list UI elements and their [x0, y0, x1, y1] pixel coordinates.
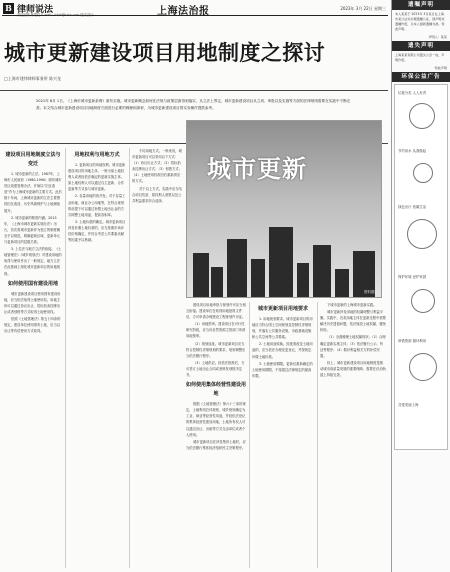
photo-credit: 资料图片 [364, 290, 378, 294]
paragraph: （3）土地供应。经依法批准后，方可签订土地出让合同或者核发划拨决定书。 [186, 360, 245, 378]
paragraph: 依照《土地管理法》第五十四条的规定，建设单位使用国有土地，应当以出让等有偿使用方式取得。 [4, 316, 61, 334]
article-column-5 [252, 302, 314, 568]
article-column-2 [68, 148, 126, 568]
paragraph: 建设项目用地审批与规划许可应当相互衔接。建设单位在取得用地批准文件后，方可申请办理建设工程规划许可证。 [186, 303, 246, 320]
column-rule [317, 302, 318, 568]
ad-slogan: 保护环境 爱护家园 [398, 275, 427, 279]
ad-slogan: 共建美丽上海 [398, 403, 419, 407]
doodle-illustration [411, 289, 435, 313]
notice-signature: 声明人：某某 [428, 35, 447, 39]
paragraph: 2. 存量用地的再开发。对于存量工业用地、商业办公用地等，在符合规划的前提下可以通过补缴土地出让金的方式调整土地用途、提高容积率。 [68, 194, 126, 217]
column-rule [65, 148, 66, 568]
paper-name: 上海法治报 [157, 6, 210, 17]
building-silhouette [269, 227, 293, 297]
paragraph: （2）规划选址。城市更新项目应当符合控制性详细规划的要求，规划调整应当依法履行程序。 [186, 341, 246, 358]
doodle-illustration [413, 163, 433, 183]
section-heading: 如何使用集体经营性建设用地 [186, 382, 246, 398]
doodle-illustration [407, 219, 437, 249]
building-silhouette [211, 267, 223, 297]
paragraph: 1. 更新项目的用地权利。城市更新建设项目的用地主体，一般为原土地权利人或者经依法确定的更新实施主体。原土地权利人可以通过自主更新、合作更新等方式参与城市更新。 [68, 163, 126, 192]
notice-text: 上海某某有限公司遗失公章一枚，声明作废。 [395, 53, 445, 62]
doodle-illustration [409, 103, 435, 129]
column-rule [249, 302, 250, 568]
ad-heading: 环保公益广告 [392, 72, 450, 82]
building-silhouette [297, 263, 309, 297]
ad-slogan: 珍惜资源 循环利用 [398, 339, 427, 343]
building-silhouette [335, 269, 349, 297]
article-column-3 [132, 148, 182, 568]
paragraph: 3. 上位法与地方立法的衔接。《土地管理法》《城乡规划法》对建设用地的取得与使用作出了一般规定，地方立法在此基础上细化城市更新项目的用地规则。 [4, 247, 62, 276]
paragraph: 根据《土地管理法》第六十三条的规定，土地利用总体规划、城乡规划确定为工业、商业等经营性用途，并经依法登记的集体经营性建设用地，土地所有权人可以通过出让、出租等方式交由单位或者个人使用。 [186, 402, 246, 437]
article-column-1 [4, 148, 62, 568]
building-silhouette [251, 259, 265, 297]
byline: □上海市建纬律师事务所 陈兴龙 [4, 76, 62, 81]
date-line: 2023年 3月 22日 星期三 [340, 6, 386, 11]
paragraph: 城市更新涉及用地的权属调整与利益平衡。实践中，各类用地主体在更新过程中需要解决历史遗留问题，依法厘清土地权属，避免纠纷。 [320, 310, 386, 333]
section-heading: 如何使用国有建设用地 [7, 280, 58, 287]
section-heading: 城市更新项目用地要求 [257, 306, 308, 312]
masthead [2, 2, 388, 16]
paragraph: 1. 用地规划要求。城市更新项目的用地应当符合国土空间规划及控制性详细规划，并落实公共服务设施、市政基础设施和公共空间等公共要素。 [252, 317, 313, 340]
public-service-ad [394, 84, 448, 450]
paragraph: 2. 土地用途转换。经批准改变土地用途的，应当依法办理变更登记，并按规定补缴土地价款。 [252, 342, 313, 359]
city-renewal-photo [186, 120, 382, 298]
paragraph: 1. 城市更新的立法。1987年，上海市人民政府（1980-1990）颁布城市旧区改建管理办法，开始以“旧区改造”作为上海城市更新的主要方式。此后数十年间，上海城市更新的立法主要围绕旧区改造、历史风貌保护与土地储备展开。 [4, 172, 62, 213]
paragraph: 3. 土地价款的确定。城市更新项目涉及补缴土地价款的，应当按照市场评估价格确定，并综合考虑公共要素贡献等因素予以核减。 [68, 219, 126, 243]
section-name: 律师说法 [17, 5, 54, 15]
column-rule [129, 148, 130, 568]
ad-slogan: 垃圾分类 人人有责 [398, 91, 427, 95]
ad-slogan: 节约用水 从我做起 [398, 149, 427, 153]
paragraph: （1）全面梳理土地权属现状；（2）合理确定更新实施主体；（3）依法履行公示、听证等程序；（4）做好利益相关方的补偿安置。 [320, 335, 386, 358]
notice-signature: 特此声明 [434, 66, 447, 70]
notice-text: 本人某某于 2023年 3月某日在上海市某公证处办理遗嘱公证，现声明该遗嘱作废，以本人最新遗嘱为准。特此声明。 [395, 12, 445, 31]
building-silhouette [227, 239, 247, 297]
paragraph: 3. 土地使用期限。更新后重新确定的土地使用期限，不得超过法律规定的最高年限。 [252, 361, 313, 378]
paragraph: 综上，城市更新建设项目用地制度是推动城市高质量发展的重要保障，需要在法治轨道上持续完善。 [320, 360, 386, 378]
paragraph: 下城市更新的上海城市更新实践。 [327, 303, 377, 307]
paragraph: 不同用地方式。一般来说，城市更新项目可以采用以下方式：（1）协议出让方式；（2）招标拍卖挂牌出让方式；（3）划拨方式；（4）土地使用权收回后重新供应的方式。 [132, 149, 182, 184]
doodle-illustration [409, 353, 437, 381]
section-logo: B [3, 3, 14, 14]
section-heading: 用地权利与用地方式 [74, 152, 120, 158]
article-column-4 [186, 302, 246, 568]
sidebar-notices [391, 0, 450, 572]
notice-heading: 遗失声明 [392, 41, 450, 51]
photo-title: 城市更新 [207, 155, 307, 183]
headline: 城市更新建设项目用地制度之探讨 [4, 41, 325, 65]
ad-slogan: 绿色出行 低碳生活 [398, 205, 427, 209]
building-silhouette [313, 245, 331, 297]
paragraph: 2. 城市更新的制度内涵。2015年，《上海市城市更新实施办法》出台，首次将城市更新作为独立的制度概念予以规范，明确更新区域、更新单元与更新项目的层级关系。 [4, 215, 61, 245]
editor-line: 责任编辑 陈思佳 E-mail：lsfzb@sina.com 版式设计： [17, 13, 97, 17]
paragraph: 城市更新建设项目使用国有建设用地，应当依法取得土地使用权。用地主体可以通过协议出让、招标拍卖挂牌出让或者划拨等方式取得土地使用权。 [4, 291, 61, 314]
lead-paragraph: 2021年 8月 1日，《上海市城市更新条例》颁布实施。城市更新概念如何在法规与政策层面得到落实，从立法上界定，城市更新建设项目从立项、审批以及实施等方面的法律规则需要在实践中不断完善。本文结合城市更新建设项目用地制度方面进行必要的梳理和探析，为城市更新建设项目的实务操作提供参考。 [36, 99, 351, 111]
notice-heading: 遗嘱声明 [392, 0, 450, 10]
paragraph: 对于以上方式，实践中应当结合项目性质、原权利人意愿以及公共利益需求综合选择。 [132, 186, 182, 203]
paragraph: 城市更新项目在涉及集体土地时，应当依法履行集体经济组织民主决策程序。 [186, 439, 246, 450]
paragraph: （1）用地预审。建设项目在可行性研究阶段，应当向自然资源主管部门申请用地预审。 [186, 322, 246, 339]
article-column-6 [320, 302, 386, 568]
building-silhouette [193, 253, 209, 297]
section-heading: 建设项目用地制度立法与变迁 [5, 152, 61, 167]
divider [0, 90, 388, 91]
